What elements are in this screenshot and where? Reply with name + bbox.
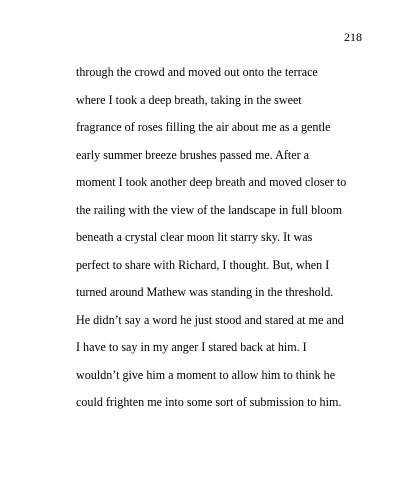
text-line: turned around Mathew was standing in the threshold. [76, 285, 334, 299]
text-line: He didn’t say a word he just stood and stared at me and [76, 312, 344, 327]
text-line: through the crowd and moved out onto the terrace [76, 65, 318, 79]
text-line: wouldn’t give him a moment to allow him to think he [76, 367, 336, 382]
text-line: I have to say in my anger I stared back at him. I [76, 340, 307, 354]
text-line: beneath a crystal clear moon lit starry sky. It was [76, 230, 313, 244]
text-line: early summer breeze brushes passed me. After a [76, 147, 310, 162]
text-line: where I took a deep breath, taking in the sweet [76, 92, 302, 107]
page-number: 218 [344, 30, 362, 44]
text-line: perfect to share with Richard, I thought. But, when I [76, 257, 330, 272]
text-line: moment I took another deep breath and moved closer to [76, 175, 347, 189]
text-line: fragrance of roses filling the air about me as a gentle [76, 120, 331, 134]
text-line: the railing with the view of the landscape in full bloom [76, 202, 342, 217]
text-line: could frighten me into some sort of submission to him. [76, 395, 342, 409]
body-text [76, 65, 376, 423]
